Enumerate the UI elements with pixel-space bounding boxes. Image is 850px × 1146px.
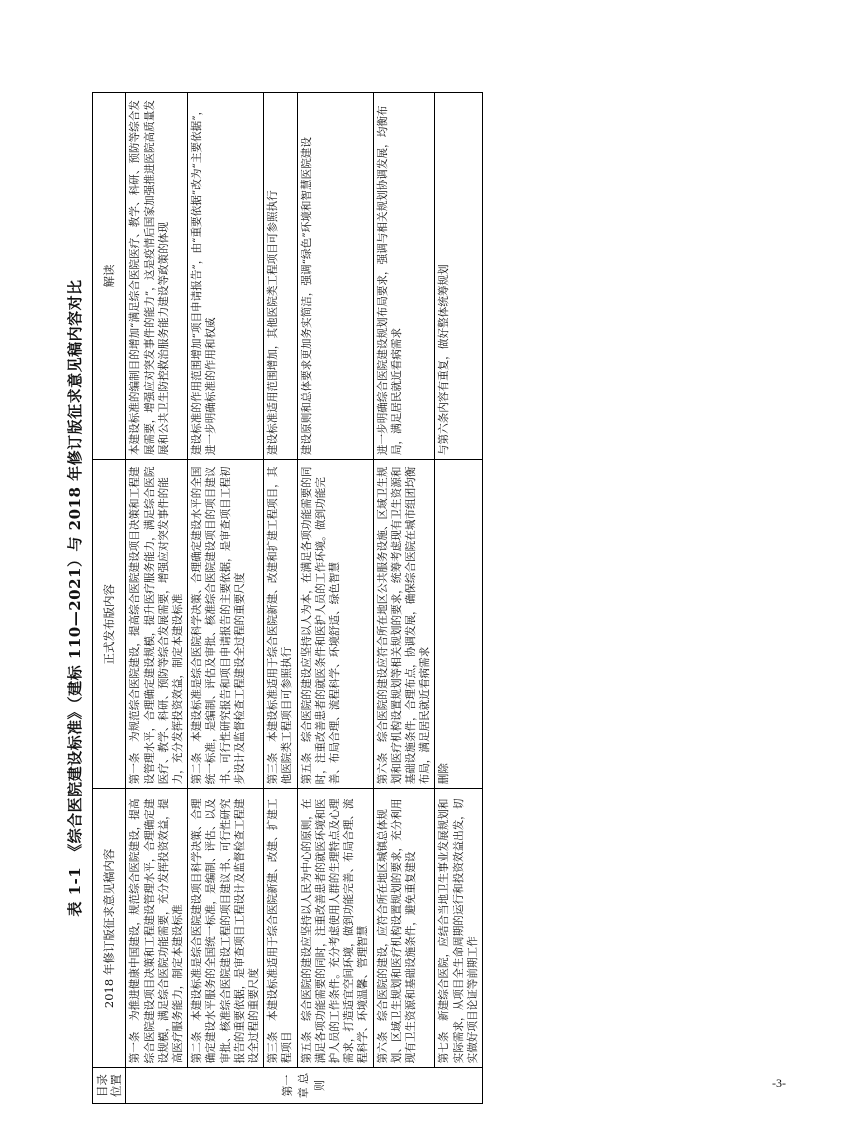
new-content-cell: 第五条 综合医院的建设应坚持以人为本，在满足各项功能需要的同时，注重改善患者的就医条件和医护人员的工作环境。做到功能完善、布局合理、流程科学、环境舒适、绿色智慧 <box>297 460 373 789</box>
header-section: 目录位置 <box>93 1068 126 1104</box>
explain-cell: 本建设标准的编制目的增加“满足综合医院医疗、教学、科研、预防等综合发展需要，增强应对突发事件的能力”，这是疫情后国家加强推进医院高质量发展和公共卫生防控救治服务能力建设等政策的体现 <box>126 93 188 460</box>
new-content-cell: 第一条 为规范综合医院建设，提高综合医院建设项目决策和工程建设管理水平，合理确定建设规模，提升医疗服务能力，满足综合医院医疗、教学、科研、预防等综合发展需要，增强应对突发事件的能力，充分发挥投资效益，制定本建设标准 <box>126 460 188 789</box>
header-explain: 解读 <box>93 93 126 460</box>
table-row <box>126 93 188 1104</box>
header-old: 2018 年修订版征求意见稿内容 <box>93 789 126 1068</box>
rotated-table-page <box>58 92 808 1104</box>
explain-cell: 建设原则和总体要求更加务实简洁，强调“绿色”环境和智慧医院建设 <box>297 93 373 460</box>
table-row <box>435 93 483 1104</box>
old-content-cell: 第五条 综合医院的建设应坚持以人民为中心的原则，在满足各项功能需要的同时，注重改善患者的就医环境和医护人员的工作条件。充分考虑使用人群的生理特点及心理需求，打造适宜空间环境，做到功能完善、布局合理、流程科学、环境温馨、管理智慧 <box>297 789 373 1068</box>
old-content-cell: 第七条 新建综合医院，应结合当地卫生事业发展规划和实际需求，从项目全生命周期的运行和投资效益出发，切实做好项目论证等前期工作 <box>435 789 483 1068</box>
old-content-cell: 第一条 为推进健康中国建设，规范综合医院建设，提高综合医院建设项目决策和工程建设管理水平，合理确定建设规模，满足综合医院功能需要，充分发挥投资效益，提高医疗服务能力，制定本建设标准 <box>126 789 188 1068</box>
explain-cell: 与第六条内容有重复，做好整体统筹规划 <box>435 93 483 460</box>
table-row <box>297 93 373 1104</box>
header-row <box>93 93 126 1104</box>
explain-cell: 建设标准的作用范围增加“项目申请报告”，由“重要依据”改为“主要依据”，进一步明确标准的作用和权威 <box>188 93 264 460</box>
comparison-table <box>92 92 483 1104</box>
explain-cell: 进一步明确综合医院建设规划布局要求，强调与相关规划协调发展，均衡布局，满足居民就近看病需求 <box>373 93 435 460</box>
table-row <box>188 93 264 1104</box>
explain-cell: 建设标准适用范围增加，其他医院类工程项目可参照执行 <box>264 93 297 460</box>
table-title: 表 1-1 《综合医院建设标准》（建标 110—2021）与 2018 年修订版征求意见稿内容对比 <box>66 279 84 917</box>
new-content-cell: 第三条 本建设标准适用于综合医院新建、改建和扩建工程项目，其他医院类工程项目可参照执行 <box>264 460 297 789</box>
table-row <box>264 93 297 1104</box>
new-content-cell: 第二条 本建设标准是综合医院科学决策、合理确定建设水平的全国统一标准，是编制、评估及审批、核准综合医院建设项目的项目建议书、可行性研究报告和项目申请报告的主要依据，是审查项目工程初步设计及监督检查工程建设全过程的重要尺度 <box>188 460 264 789</box>
new-content-cell: 第六条 综合医院的建设应符合所在地区公共服务设施、区域卫生规划和医疗机构设置规划等相关规划的要求，统筹考虑现有卫生资源和基础设施条件，合理布点，协调发展，确保综合医院在城市组团均衡布局，满足居民就近看病需求 <box>373 460 435 789</box>
old-content-cell: 第三条 本建设标准适用于综合医院新建、改建、扩建工程项目 <box>264 789 297 1068</box>
header-new: 正式发布版内容 <box>93 460 126 789</box>
section-cell: 第一章 总则 <box>126 1068 483 1104</box>
new-content-cell: 删除 <box>435 460 483 789</box>
page-number: -3- <box>772 1076 786 1090</box>
old-content-cell: 第六条 综合医院的建设，应符合所在地区城镇总体规划、区域卫生规划和医疗机构设置规划的要求，充分利用现有卫生资源和基础设施条件，避免重复建设 <box>373 789 435 1068</box>
table-row <box>373 93 435 1104</box>
old-content-cell: 第二条 本建设标准是综合医院建设项目科学决策、合理确定建设水平服务的全国统一标准，是编制、评估、以及审批、核准综合医院建设工程的项目建议书、可行性研究报告的重要依据，是审查项目工程设计及监督检查工程建设全过程的重要尺度 <box>188 789 264 1068</box>
